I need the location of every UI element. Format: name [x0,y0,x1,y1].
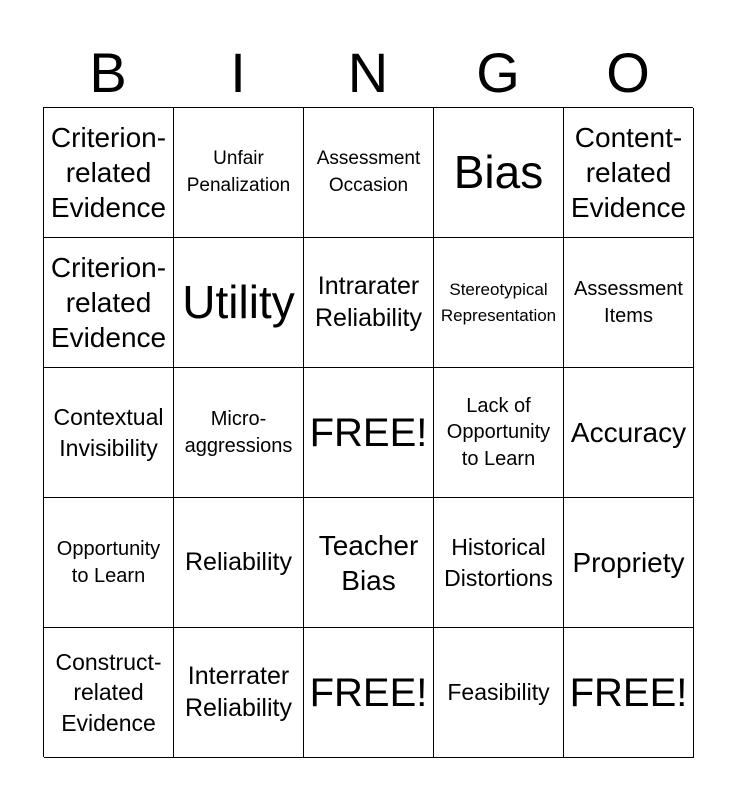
bingo-cell[interactable] [434,628,564,758]
bingo-cell[interactable] [174,238,304,368]
cell-text: Bias [453,146,544,199]
cell-text: Contextual Invisibility [53,404,164,461]
header-letter-n: N [347,41,389,104]
cell-text: Intrarater Reliability [315,272,422,332]
header-letter-i: I [230,41,246,104]
cell-text: Historical Distortions [444,534,553,591]
cell-text: Feasibility [447,679,550,706]
cell-text: Assessment Occasion [316,148,421,196]
bingo-cell[interactable] [564,368,694,498]
cell-text: Accuracy [570,417,687,448]
free-space-cell[interactable] [564,628,694,758]
cell-text: Construct-related Evidence [55,648,162,736]
bingo-cell[interactable] [304,108,434,238]
bingo-board [43,107,693,757]
bingo-cell[interactable] [44,498,174,628]
bingo-cell[interactable] [44,238,174,368]
bingo-cell[interactable] [434,368,564,498]
bingo-cell[interactable] [564,238,694,368]
cell-text: Stereotypical Representation [440,280,557,325]
free-space-cell[interactable] [304,368,434,498]
bingo-cell[interactable] [304,498,434,628]
bingo-cell[interactable] [174,498,304,628]
bingo-cell[interactable] [564,108,694,238]
cell-text: Opportunity to Learn [56,538,161,587]
free-space-text: FREE! [309,410,428,455]
cell-text: Criterion-related Evidence [50,122,167,223]
bingo-header [43,38,693,108]
bingo-cell[interactable] [304,238,434,368]
cell-text: Reliability [185,547,292,576]
bingo-cell[interactable] [564,498,694,628]
free-space-text: FREE! [309,670,428,715]
bingo-cell[interactable] [44,628,174,758]
bingo-cell[interactable] [174,368,304,498]
bingo-cell[interactable] [434,108,564,238]
header-letter-o: O [606,41,650,104]
bingo-cell[interactable] [174,108,304,238]
bingo-cell[interactable] [44,108,174,238]
cell-text: Interrater Reliability [185,662,292,722]
bingo-cell[interactable] [434,498,564,628]
cell-text: Teacher Bias [318,529,419,596]
header-letter-b: B [89,41,127,104]
cell-text: Lack of Opportunity to Learn [446,394,551,470]
cell-text: Criterion-related Evidence [50,252,167,353]
cell-text: Micro-aggressions [184,408,293,457]
cell-text: Utility [182,276,295,329]
bingo-cell[interactable] [174,628,304,758]
cell-text: Content-related Evidence [570,122,687,223]
cell-text: Propriety [572,547,685,578]
cell-text: Assessment Items [574,278,683,327]
free-space-text: FREE! [569,670,688,715]
cell-text: Unfair Penalization [186,148,291,196]
header-letter-g: G [476,41,520,104]
bingo-cell[interactable] [44,368,174,498]
bingo-cell[interactable] [434,238,564,368]
free-space-cell[interactable] [304,628,434,758]
